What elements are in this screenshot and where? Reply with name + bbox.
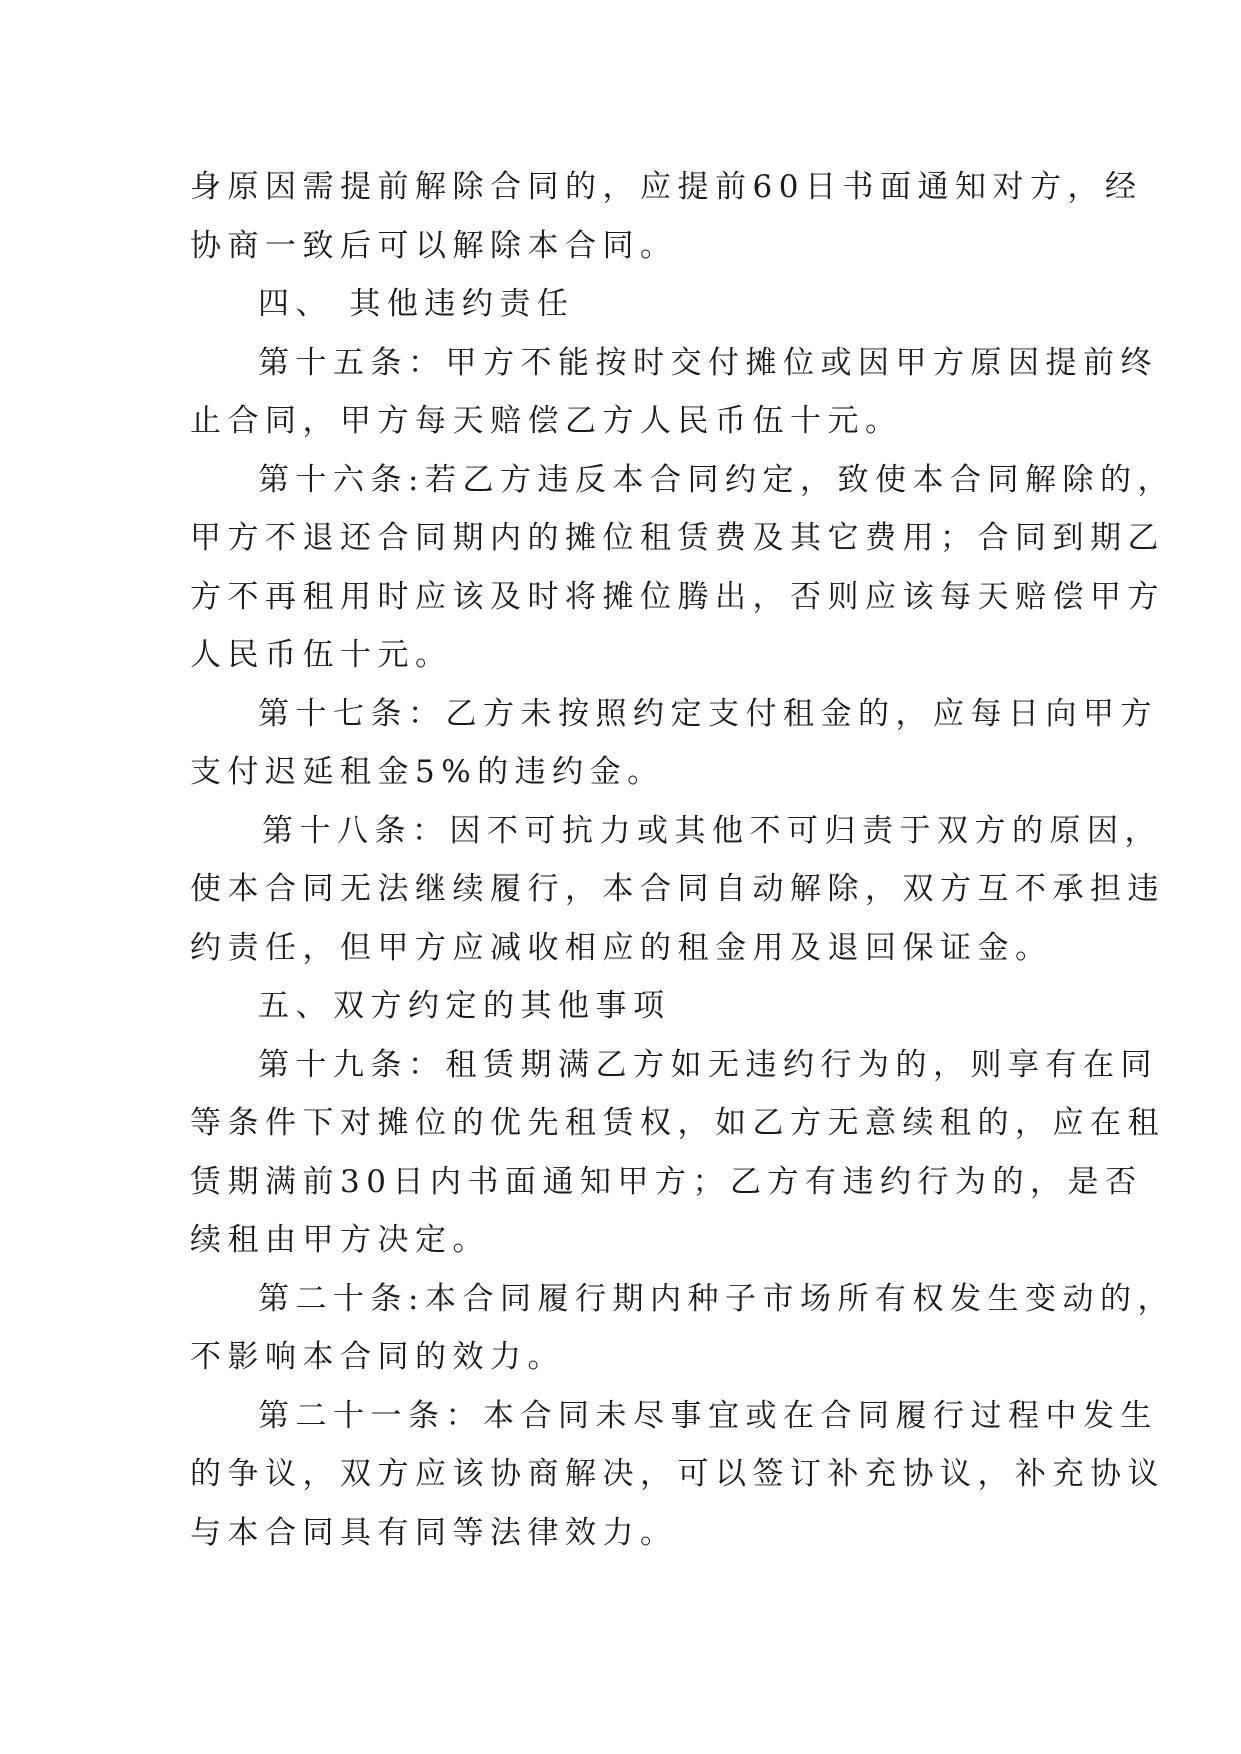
paragraph-line: 人民币伍十元。 (190, 637, 453, 673)
article-15-line: 第十五条：甲方不能按时交付摊位或因甲方原因提前终 (258, 344, 1158, 381)
paragraph-line: 的争议，双方应该协商解决，可以签订补充协议，补充协议 (190, 1456, 1165, 1492)
section-heading: 五、双方约定的其他事项 (258, 988, 671, 1024)
paragraph-line: 方不再租用时应该及时将摊位腾出，否则应该每天赔偿甲方 (190, 578, 1165, 615)
article-19-line: 第十九条：租赁期满乙方如无违约行为的，则享有在同 (258, 1046, 1158, 1083)
paragraph-line: 使本合同无法继续履行，本合同自动解除，双方互不承担违 (190, 871, 1165, 907)
paragraph-line: 等条件下对摊位的优先租赁权，如乙方无意续租的，应在租 (190, 1105, 1165, 1141)
paragraph-line: 身原因需提前解除合同的，应提前60日书面通知对方，经 (190, 169, 1143, 205)
paragraph-line: 赁期满前30日内书面通知甲方；乙方有违约行为的，是否 (190, 1163, 1143, 1200)
article-17-line: 第十七条：乙方未按照约定支付租金的，应每日向甲方 (258, 695, 1158, 732)
article-18-line: 第十八条：因不可抗力或其他不可归责于双方的原因， (262, 812, 1162, 849)
paragraph-line: 协商一致后可以解除本合同。 (190, 227, 678, 264)
article-16-line: 第十六条:若乙方违反本合同约定，致使本合同解除的， (258, 461, 1175, 498)
contract-text (190, 158, 1175, 1562)
paragraph-line: 续租由甲方决定。 (190, 1222, 490, 1258)
paragraph-line: 支付迟延租金5%的违约金。 (190, 754, 665, 790)
section-heading: 四、 其他违约责任 (258, 286, 575, 322)
article-21-line: 第二十一条：本合同未尽事宜或在合同履行过程中发生 (258, 1397, 1158, 1434)
paragraph-line: 不影响本合同的效力。 (190, 1339, 565, 1375)
paragraph-line: 甲方不退还合同期内的摊位租赁费及其它费用；合同到期乙 (190, 520, 1165, 556)
paragraph-line: 止合同，甲方每天赔偿乙方人民币伍十元。 (190, 403, 903, 439)
article-20-line: 第二十条:本合同履行期内种子市场所有权发生变动的， (258, 1280, 1175, 1317)
paragraph-line: 约责任，但甲方应减收相应的租金用及退回保证金。 (190, 929, 1053, 966)
paragraph-line: 与本合同具有同等法律效力。 (190, 1514, 678, 1551)
